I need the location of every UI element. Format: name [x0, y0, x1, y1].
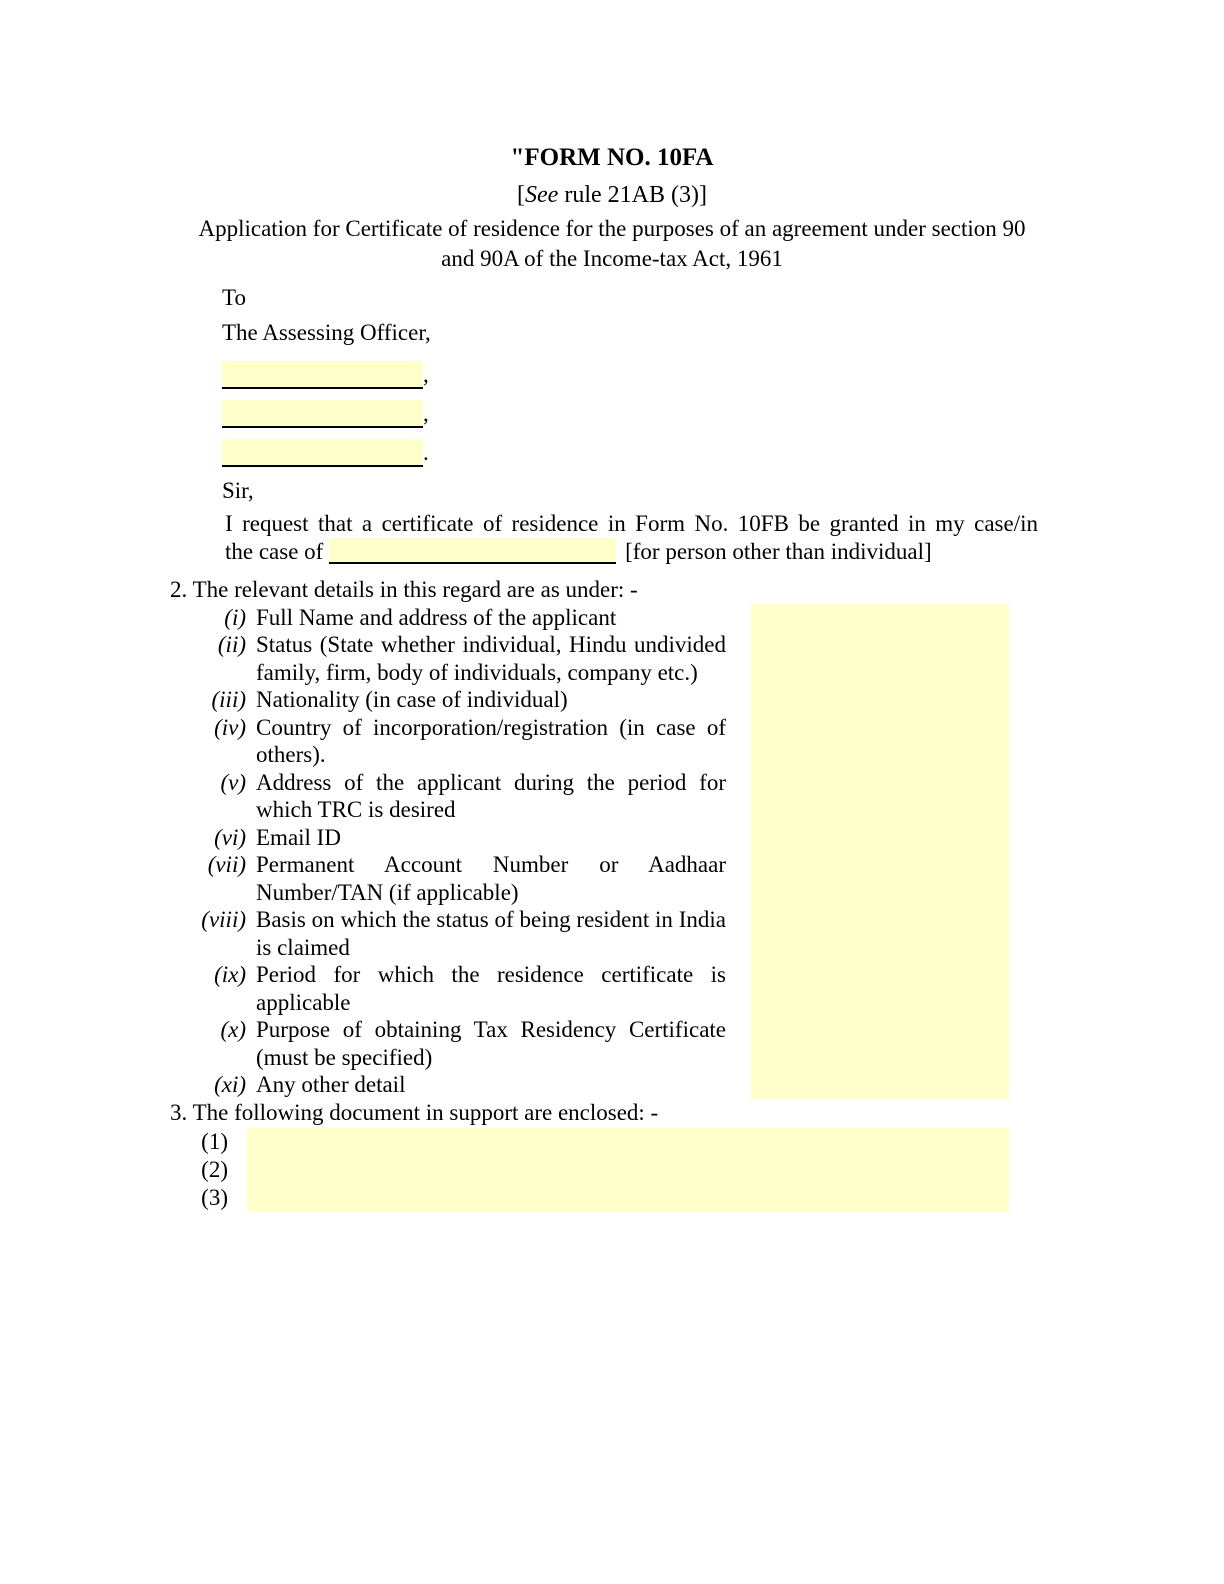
list-item-text: Country of incorporation/registration (in case of others).: [256, 714, 726, 767]
section-3: [0, 1099, 1224, 1213]
form-title-quote: ": [510, 144, 525, 171]
rule-see-word: See: [525, 182, 559, 208]
list-item: [170, 1016, 726, 1071]
request-paragraph: [225, 510, 1038, 565]
list-item-text: Permanent Account Number or Aadhaar Number/TAN (if applicable): [256, 852, 726, 905]
list-item-text: Address of the applicant during the period for which TRC is desired: [256, 769, 726, 822]
list-item-marker: (vii): [207, 852, 246, 877]
address-line-2: [222, 400, 1224, 428]
form-description: [0, 214, 1224, 274]
list-item: [170, 604, 726, 632]
case-of-blank-field[interactable]: [329, 538, 616, 564]
list-item-marker: (iii): [211, 687, 246, 712]
rule-rest: rule 21AB (3)]: [558, 182, 707, 208]
relevant-details-list: [170, 604, 726, 1099]
addressee-line: The Assessing Officer,: [222, 320, 431, 345]
list-item: [170, 714, 726, 769]
list-item: [170, 631, 726, 686]
address-blank-field-3[interactable]: [222, 439, 423, 467]
list-item: [170, 769, 726, 824]
section3-body: [170, 1128, 1009, 1212]
letter-opening: [222, 280, 1224, 507]
rule-reference: [0, 180, 1224, 210]
list-item: [170, 686, 726, 714]
list-item-marker: (ix): [214, 962, 246, 987]
list-item: [170, 851, 726, 906]
list-item-text: Full Name and address of the applicant: [256, 604, 617, 630]
request-line-2: [225, 538, 1038, 566]
address-punct-2: ,: [423, 401, 429, 426]
salutation: Sir,: [222, 478, 254, 503]
address-line-3: [222, 439, 1224, 467]
request-line-1: I request that a certificate of residence in Form No. 10FB be granted in my case/in: [225, 511, 1038, 536]
rule-open-bracket: [: [517, 182, 526, 208]
to-label: To: [222, 285, 246, 310]
form-title-text: FORM NO. 10FA: [524, 144, 714, 171]
list-item-text: Period for which the residence certificate is applicable: [256, 962, 726, 1015]
list-item-marker: (vi): [214, 824, 246, 850]
address-punct-3: .: [423, 440, 429, 465]
section2-body: [170, 604, 1009, 1099]
list-item: [170, 824, 726, 852]
list-item: [170, 906, 726, 961]
request-bracket-note: [for person other than individual]: [625, 538, 932, 564]
address-blank-field-2[interactable]: [222, 400, 423, 428]
list-item-marker: (iv): [214, 714, 246, 740]
enclosure-item-marker: (1): [201, 1129, 228, 1154]
enclosure-item-marker: (2): [201, 1157, 228, 1182]
section2-heading: 2. The relevant details in this regard are as under: -: [170, 577, 638, 602]
enclosure-markers: [170, 1128, 228, 1212]
list-item: [170, 1071, 726, 1099]
list-item-marker: (v): [220, 769, 246, 795]
section3-heading: 3. The following document in support are enclosed: -: [170, 1099, 659, 1125]
list-item-text: Any other detail: [256, 1072, 406, 1097]
section-2: [0, 576, 1224, 1099]
form-description-line1: Application for Certificate of residence for the purposes of an agreement under section 90: [198, 216, 1026, 241]
form-title: [0, 0, 1224, 173]
address-line-1: [222, 361, 1224, 389]
enclosure-item-marker: (3): [201, 1185, 228, 1210]
list-item-text: Purpose of obtaining Tax Residency Certificate (must be specified): [256, 1017, 726, 1070]
list-item-marker: (x): [220, 1017, 246, 1042]
list-item-text: Status (State whether individual, Hindu undivided family, firm, body of individuals, company etc.): [256, 632, 726, 685]
list-item-text: Nationality (in case of individual): [256, 687, 568, 712]
section3-answer-field[interactable]: [247, 1128, 1009, 1212]
section2-answer-field[interactable]: [751, 604, 1009, 1099]
list-item-text: Basis on which the status of being resident in India is claimed: [256, 907, 726, 960]
address-punct-1: ,: [423, 362, 429, 387]
request-line2-prefix: the case of: [225, 538, 324, 564]
address-blank-field-1[interactable]: [222, 361, 423, 389]
list-item-marker: (i): [224, 604, 246, 630]
list-item-marker: (viii): [201, 907, 246, 932]
list-item-text: Email ID: [256, 824, 341, 850]
list-item: [170, 961, 726, 1016]
list-item-marker: (xi): [214, 1072, 246, 1097]
form-description-line2: and 90A of the Income-tax Act, 1961: [441, 246, 783, 271]
list-item-marker: (ii): [217, 632, 246, 657]
